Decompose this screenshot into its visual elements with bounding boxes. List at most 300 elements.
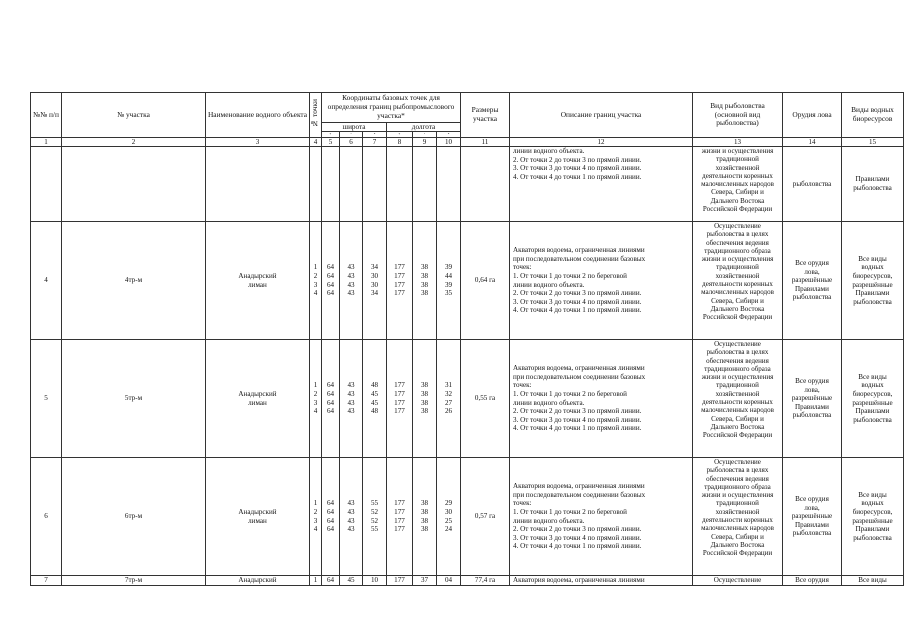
- lat-min-value: 43: [347, 507, 355, 516]
- lon-sec-cell: 04: [437, 576, 461, 586]
- lat-min-cell: [340, 458, 363, 576]
- gear-line: Все орудия: [795, 377, 829, 386]
- kind-cell: Осуществление: [693, 576, 783, 586]
- desc-cell: [510, 147, 693, 222]
- lat-deg-value: 64: [326, 407, 335, 416]
- header-gear: Орудия лова: [783, 93, 842, 138]
- species-line: водных: [861, 499, 884, 508]
- lat-min-value: 43: [347, 516, 355, 525]
- empty-cell: [62, 147, 206, 222]
- species-cell: [842, 458, 904, 576]
- lon-min-value: 38: [420, 280, 429, 289]
- species-line: рыболовства: [853, 415, 892, 424]
- column-number: 1: [31, 138, 62, 147]
- gear-line: рыболовства: [792, 411, 832, 420]
- size-cell: 0,64 га: [461, 222, 510, 340]
- species-line: водных: [861, 381, 884, 390]
- kind-line: деятельности коренных: [702, 280, 773, 289]
- lon-deg-value: 177: [394, 289, 405, 298]
- points-cell: [310, 340, 322, 458]
- lon-sec-value: 32: [444, 389, 453, 398]
- kind-line: традиционной: [716, 381, 759, 390]
- kind-line: деятельности коренных: [702, 516, 773, 525]
- lat-sec-value: 55: [370, 525, 379, 534]
- lat-min-value: 43: [347, 499, 355, 508]
- gear-line: Правилами: [795, 284, 829, 293]
- kind-line: Севера, Сибири и: [711, 296, 764, 305]
- kind-line: обеспечения ведения: [706, 474, 769, 483]
- lon-min-cell: 37: [413, 576, 437, 586]
- column-number: 5: [322, 138, 340, 147]
- desc-line: линии водного объекта.: [513, 147, 585, 155]
- points-value: 1: [313, 263, 318, 272]
- gear-line: Все орудия: [795, 259, 829, 268]
- kind-line: хозяйственной: [715, 389, 760, 398]
- lon-sec-cell: [437, 340, 461, 458]
- desc-line: точек:: [513, 499, 532, 508]
- lat-min-value: 43: [347, 398, 355, 407]
- water-line: Анадырский: [238, 389, 277, 398]
- desc-line: 4. От точки 4 до точки 1 по прямой линии.: [513, 424, 642, 433]
- lat-deg-value: 64: [326, 381, 335, 390]
- lat-min-value: 43: [347, 389, 355, 398]
- lat-min-value: 43: [347, 263, 355, 272]
- kind-line: обеспечения ведения: [706, 356, 769, 365]
- lon-deg-value: 177: [394, 263, 405, 272]
- header-site: № участка: [62, 93, 206, 138]
- lon-min-value: 38: [420, 381, 429, 390]
- lat-sec-cell: 10: [363, 576, 387, 586]
- lat-sec-cell: [363, 458, 387, 576]
- kind-line: Осуществление: [714, 340, 761, 348]
- desc-line: линии водного объекта.: [513, 516, 585, 525]
- gear-cell: [783, 458, 842, 576]
- lon-min-value: 38: [420, 407, 429, 416]
- gear-line: лова,: [804, 503, 820, 512]
- species-line: разрешённые: [852, 280, 893, 289]
- kind-line: рыболовства в целях: [706, 230, 769, 239]
- lat-min-cell: [340, 340, 363, 458]
- kind-line: жизни и осуществления: [701, 147, 774, 155]
- lon-min-value: 38: [420, 263, 429, 272]
- desc-line: 3. От точки 3 до точки 4 по прямой линии.: [513, 533, 642, 542]
- kind-line: хозяйственной: [715, 271, 760, 280]
- kind-line: Севера, Сибири и: [711, 532, 764, 541]
- lon-deg-value: 177: [394, 389, 405, 398]
- desc-line: 4. От точки 4 до точки 1 по прямой линии.: [513, 172, 642, 181]
- row-number: 5: [31, 340, 62, 458]
- lat-sec-value: 48: [370, 407, 379, 416]
- lat-deg-value: 64: [326, 389, 335, 398]
- desc-line: 1. От точки 1 до точки 2 по береговой: [513, 389, 627, 398]
- lat-sec-value: 55: [370, 499, 379, 508]
- points-value: 2: [313, 389, 318, 398]
- desc-cell: [510, 222, 693, 340]
- column-number: 15: [842, 138, 904, 147]
- kind-line: рыболовства в целях: [706, 466, 769, 475]
- points-value: 4: [313, 525, 318, 534]
- size-cell: 77,4 га: [461, 576, 510, 586]
- site-cell: 5тр-м: [62, 340, 206, 458]
- lat-deg-value: 64: [326, 289, 335, 298]
- lat-sec-value: 52: [370, 516, 379, 525]
- desc-line: при последовательном соединении базовых: [513, 372, 646, 381]
- desc-line: 1. От точки 1 до точки 2 по береговой: [513, 507, 627, 516]
- empty-cell: [31, 147, 62, 222]
- gear-line: рыболовства: [792, 293, 832, 302]
- header-water: Наименование водного объекта: [206, 93, 310, 138]
- lon-sec-value: 27: [444, 398, 453, 407]
- lat-sec-cell: [363, 222, 387, 340]
- lon-deg-cell: 177: [387, 576, 413, 586]
- header-lon-deg: º: [387, 132, 413, 138]
- kind-line: Российской Федерации: [702, 313, 773, 322]
- lat-min-value: 43: [347, 271, 355, 280]
- header-lon: долгота: [387, 123, 461, 132]
- lon-sec-value: 39: [444, 263, 453, 272]
- lon-sec-value: 24: [444, 525, 453, 534]
- water-cell: [206, 222, 310, 340]
- desc-line: 2. От точки 2 до точки 3 по прямой линии.: [513, 407, 642, 416]
- kind-cell: [693, 340, 783, 458]
- species-line: Правилами: [855, 289, 890, 298]
- lon-min-cell: [413, 340, 437, 458]
- gear-line: лова,: [804, 385, 820, 394]
- species-line: рыболовства: [853, 533, 892, 542]
- lon-min-value: 38: [420, 507, 429, 516]
- kind-line: малочисленных народов: [701, 288, 774, 297]
- table-row: [31, 458, 904, 576]
- column-number: 8: [387, 138, 413, 147]
- lon-sec-value: 26: [444, 407, 453, 416]
- header-kind: Вид рыболовства (основной вид рыболовства): [693, 93, 783, 138]
- column-number: 12: [510, 138, 693, 147]
- water-line: лиман: [248, 516, 267, 525]
- column-numbers-row: [31, 138, 904, 147]
- water-line: Анадырский: [238, 271, 277, 280]
- points-value: 4: [313, 289, 318, 298]
- species-line: биоресурсов,: [852, 271, 893, 280]
- header-desc: Описание границ участка: [510, 93, 693, 138]
- lon-deg-cell: [387, 340, 413, 458]
- header-lat-sec: '': [363, 132, 387, 138]
- species-line: Правилами: [855, 407, 890, 416]
- lat-deg-cell: 64: [322, 576, 340, 586]
- lat-deg-cell: [322, 458, 340, 576]
- species-line: биоресурсов,: [852, 389, 893, 398]
- species-line: Все виды: [858, 490, 887, 499]
- kind-cell: [693, 458, 783, 576]
- points-value: 4: [313, 407, 318, 416]
- gear-line: рыболовства: [792, 529, 832, 538]
- column-number: 13: [693, 138, 783, 147]
- kind-line: Осуществление: [714, 222, 761, 230]
- kind-line: малочисленных народов: [701, 180, 774, 189]
- lat-deg-value: 64: [326, 516, 335, 525]
- lon-deg-value: 177: [394, 381, 405, 390]
- column-number: 3: [206, 138, 310, 147]
- points-value: 3: [313, 398, 318, 407]
- water-line: Анадырский: [238, 507, 277, 516]
- lon-deg-cell: [387, 458, 413, 576]
- kind-line: деятельности коренных: [702, 398, 773, 407]
- lat-sec-value: 30: [370, 271, 379, 280]
- lon-sec-value: 39: [444, 280, 453, 289]
- kind-line: Дальнего Востока: [710, 540, 765, 549]
- empty-cell: [387, 147, 413, 222]
- lon-sec-value: 29: [444, 499, 453, 508]
- lon-min-value: 38: [420, 516, 429, 525]
- desc-line: Акватория водоема, ограниченная линиями: [513, 246, 645, 255]
- desc-line: 2. От точки 2 до точки 3 по прямой линии.: [513, 289, 642, 298]
- size-cell: [461, 147, 510, 222]
- gear-cell: Все орудия: [783, 576, 842, 586]
- desc-line: Акватория водоема, ограниченная линиями: [513, 482, 645, 491]
- column-number: 7: [363, 138, 387, 147]
- points-value: 1: [313, 499, 318, 508]
- kind-line: Дальнего Востока: [710, 196, 765, 205]
- lat-deg-cell: [322, 340, 340, 458]
- lat-sec-value: 34: [370, 289, 379, 298]
- header-lat-deg: º: [322, 132, 340, 138]
- points-value: 2: [313, 507, 318, 516]
- header-coords: Координаты базовых точек для определения границ рыбопромыслового участка*: [322, 93, 461, 123]
- point-cell: 1: [310, 576, 322, 586]
- row-number: 6: [31, 458, 62, 576]
- size-cell: 0,55 га: [461, 340, 510, 458]
- column-number: 4: [310, 138, 322, 147]
- kind-line: жизни и осуществления: [701, 491, 774, 500]
- points-value: 3: [313, 516, 318, 525]
- kind-line: малочисленных народов: [701, 406, 774, 415]
- desc-line: 3. От точки 3 до точки 4 по прямой линии.: [513, 164, 642, 173]
- kind-line: хозяйственной: [715, 507, 760, 516]
- species-line: биоресурсов,: [852, 507, 893, 516]
- kind-line: жизни и осуществления: [701, 373, 774, 382]
- fishing-sites-table: [30, 92, 904, 586]
- points-cell: [310, 458, 322, 576]
- lon-sec-value: 31: [444, 381, 453, 390]
- gear-line: лова,: [804, 267, 820, 276]
- lon-deg-cell: [387, 222, 413, 340]
- lon-deg-value: 177: [394, 525, 405, 534]
- lat-deg-cell: [322, 222, 340, 340]
- desc-line: Акватория водоема, ограниченная линиями: [513, 364, 645, 373]
- desc-line: 2. От точки 2 до точки 3 по прямой линии.: [513, 155, 642, 164]
- lon-sec-cell: [437, 458, 461, 576]
- lon-min-cell: [413, 222, 437, 340]
- lon-min-value: 38: [420, 398, 429, 407]
- kind-line: обеспечения ведения: [706, 238, 769, 247]
- kind-line: Дальнего Востока: [710, 422, 765, 431]
- header-lon-min: ': [413, 132, 437, 138]
- species-cell: [842, 222, 904, 340]
- water-cell: [206, 340, 310, 458]
- species-line: разрешённые: [852, 398, 893, 407]
- header-lat: широта: [322, 123, 387, 132]
- water-cell: [206, 458, 310, 576]
- column-number: 6: [340, 138, 363, 147]
- lat-deg-value: 64: [326, 263, 335, 272]
- lon-deg-value: 177: [394, 280, 405, 289]
- species-line: Правилами: [855, 525, 890, 534]
- desc-line: 3. От точки 3 до точки 4 по прямой линии.: [513, 415, 642, 424]
- desc-cell: [510, 340, 693, 458]
- lat-sec-value: 34: [370, 263, 379, 272]
- lat-deg-value: 64: [326, 499, 335, 508]
- kind-line: традиционного образа: [704, 246, 771, 255]
- water-cell: Анадырский: [206, 576, 310, 586]
- desc-line: линии водного объекта.: [513, 280, 585, 289]
- desc-line: 4. От точки 4 до точки 1 по прямой линии.: [513, 542, 642, 551]
- species-line: рыболовства: [853, 297, 892, 306]
- kind-line: рыболовства в целях: [706, 348, 769, 357]
- lat-sec-value: 30: [370, 280, 379, 289]
- header-lon-sec: '': [437, 132, 461, 138]
- water-line: лиман: [248, 280, 267, 289]
- column-number: 10: [437, 138, 461, 147]
- lat-min-value: 43: [347, 289, 355, 298]
- desc-line: 2. От точки 2 до точки 3 по прямой линии.: [513, 525, 642, 534]
- lat-min-value: 43: [347, 280, 355, 289]
- lat-sec-value: 52: [370, 507, 379, 516]
- gear-line: Правилами: [795, 520, 829, 529]
- table-row: [31, 340, 904, 458]
- row-number: 4: [31, 222, 62, 340]
- points-value: 2: [313, 271, 318, 280]
- kind-line: традиционной: [716, 499, 759, 508]
- kind-line: традиционной: [716, 155, 759, 164]
- gear-cell: [783, 340, 842, 458]
- header-n: №№ п/п: [31, 93, 62, 138]
- water-line: лиман: [248, 398, 267, 407]
- table-row: [31, 222, 904, 340]
- empty-cell: [413, 147, 437, 222]
- gear-line: Все орудия: [795, 495, 829, 504]
- kind-line: Российской Федерации: [702, 431, 773, 440]
- header-species: Виды водных биоресурсов: [842, 93, 904, 138]
- species-line: Все виды: [858, 254, 887, 263]
- kind-line: традиционной: [716, 263, 759, 272]
- lon-min-value: 38: [420, 499, 429, 508]
- site-cell: 4тр-м: [62, 222, 206, 340]
- lon-sec-value: 44: [444, 271, 453, 280]
- gear-line: разрешённые: [791, 276, 833, 285]
- column-number: 14: [783, 138, 842, 147]
- size-cell: 0,57 га: [461, 458, 510, 576]
- species-line: рыболовства: [853, 184, 892, 192]
- species-cell: [842, 147, 904, 222]
- desc-line: 3. От точки 3 до точки 4 по прямой линии.: [513, 297, 642, 306]
- gear-line: разрешённые: [791, 512, 833, 521]
- kind-line: хозяйственной: [715, 163, 760, 172]
- lat-min-value: 43: [347, 525, 355, 534]
- kind-line: деятельности коренных: [702, 171, 773, 180]
- species-line: Правилами: [855, 175, 890, 184]
- lon-sec-cell: [437, 222, 461, 340]
- desc-line: при последовательном соединении базовых: [513, 490, 646, 499]
- kind-line: Севера, Сибири и: [711, 414, 764, 423]
- species-line: Все виды: [858, 372, 887, 381]
- lat-deg-value: 64: [326, 507, 335, 516]
- kind-line: Осуществление: [714, 458, 761, 466]
- species-cell: Все виды: [842, 576, 904, 586]
- empty-cell: [363, 147, 387, 222]
- lon-min-value: 38: [420, 271, 429, 280]
- empty-cell: [322, 147, 340, 222]
- gear-line: Правилами: [795, 402, 829, 411]
- points-value: 1: [313, 381, 318, 390]
- species-cell: [842, 340, 904, 458]
- gear-cell: рыболовства: [783, 147, 842, 222]
- desc-line: точек:: [513, 263, 532, 272]
- kind-line: традиционного образа: [704, 482, 771, 491]
- kind-line: Российской Федерации: [702, 549, 773, 558]
- lat-sec-value: 45: [370, 398, 379, 407]
- lon-min-value: 38: [420, 289, 429, 298]
- lat-deg-value: 64: [326, 280, 335, 289]
- lon-sec-value: 30: [444, 507, 453, 516]
- empty-cell: [437, 147, 461, 222]
- desc-line: точек:: [513, 381, 532, 390]
- species-line: разрешённые: [852, 516, 893, 525]
- kind-cell: [693, 147, 783, 222]
- lon-deg-value: 177: [394, 271, 405, 280]
- desc-cell: [510, 458, 693, 576]
- lat-sec-value: 45: [370, 389, 379, 398]
- lat-deg-value: 64: [326, 525, 335, 534]
- gear-line: разрешённые: [791, 394, 833, 403]
- kind-line: жизни и осуществления: [701, 255, 774, 264]
- points-value: 3: [313, 280, 318, 289]
- desc-line: линии водного объекта.: [513, 398, 585, 407]
- kind-line: Российской Федерации: [702, 205, 773, 214]
- lat-min-cell: 45: [340, 576, 363, 586]
- column-number: 9: [413, 138, 437, 147]
- desc-line: при последовательном соединении базовых: [513, 254, 646, 263]
- empty-cell: [206, 147, 310, 222]
- lat-sec-value: 48: [370, 381, 379, 390]
- column-number: 2: [62, 138, 206, 147]
- desc-line: 4. От точки 4 до точки 1 по прямой линии.: [513, 306, 642, 315]
- species-line: водных: [861, 263, 884, 272]
- lat-min-value: 43: [347, 381, 355, 390]
- lon-sec-value: 35: [444, 289, 453, 298]
- lon-deg-value: 177: [394, 516, 405, 525]
- header-size: Размеры участка: [461, 93, 510, 138]
- lon-min-value: 38: [420, 525, 429, 534]
- lat-min-cell: [340, 222, 363, 340]
- lon-sec-value: 25: [444, 516, 453, 525]
- desc-line: 1. От точки 1 до точки 2 по береговой: [513, 271, 627, 280]
- kind-line: Дальнего Востока: [710, 304, 765, 313]
- kind-cell: [693, 222, 783, 340]
- gear-cell: [783, 222, 842, 340]
- kind-line: традиционного образа: [704, 364, 771, 373]
- lon-deg-value: 177: [394, 407, 405, 416]
- lat-min-value: 43: [347, 407, 355, 416]
- table-row-continued: [31, 147, 904, 222]
- empty-cell: [340, 147, 363, 222]
- n-cell: 7: [31, 576, 62, 586]
- lat-deg-value: 64: [326, 398, 335, 407]
- lon-deg-value: 177: [394, 398, 405, 407]
- table-row-partial: [31, 576, 904, 586]
- lat-sec-cell: [363, 340, 387, 458]
- header-lat-min: ': [340, 132, 363, 138]
- kind-line: Севера, Сибири и: [711, 188, 764, 197]
- lon-min-value: 38: [420, 389, 429, 398]
